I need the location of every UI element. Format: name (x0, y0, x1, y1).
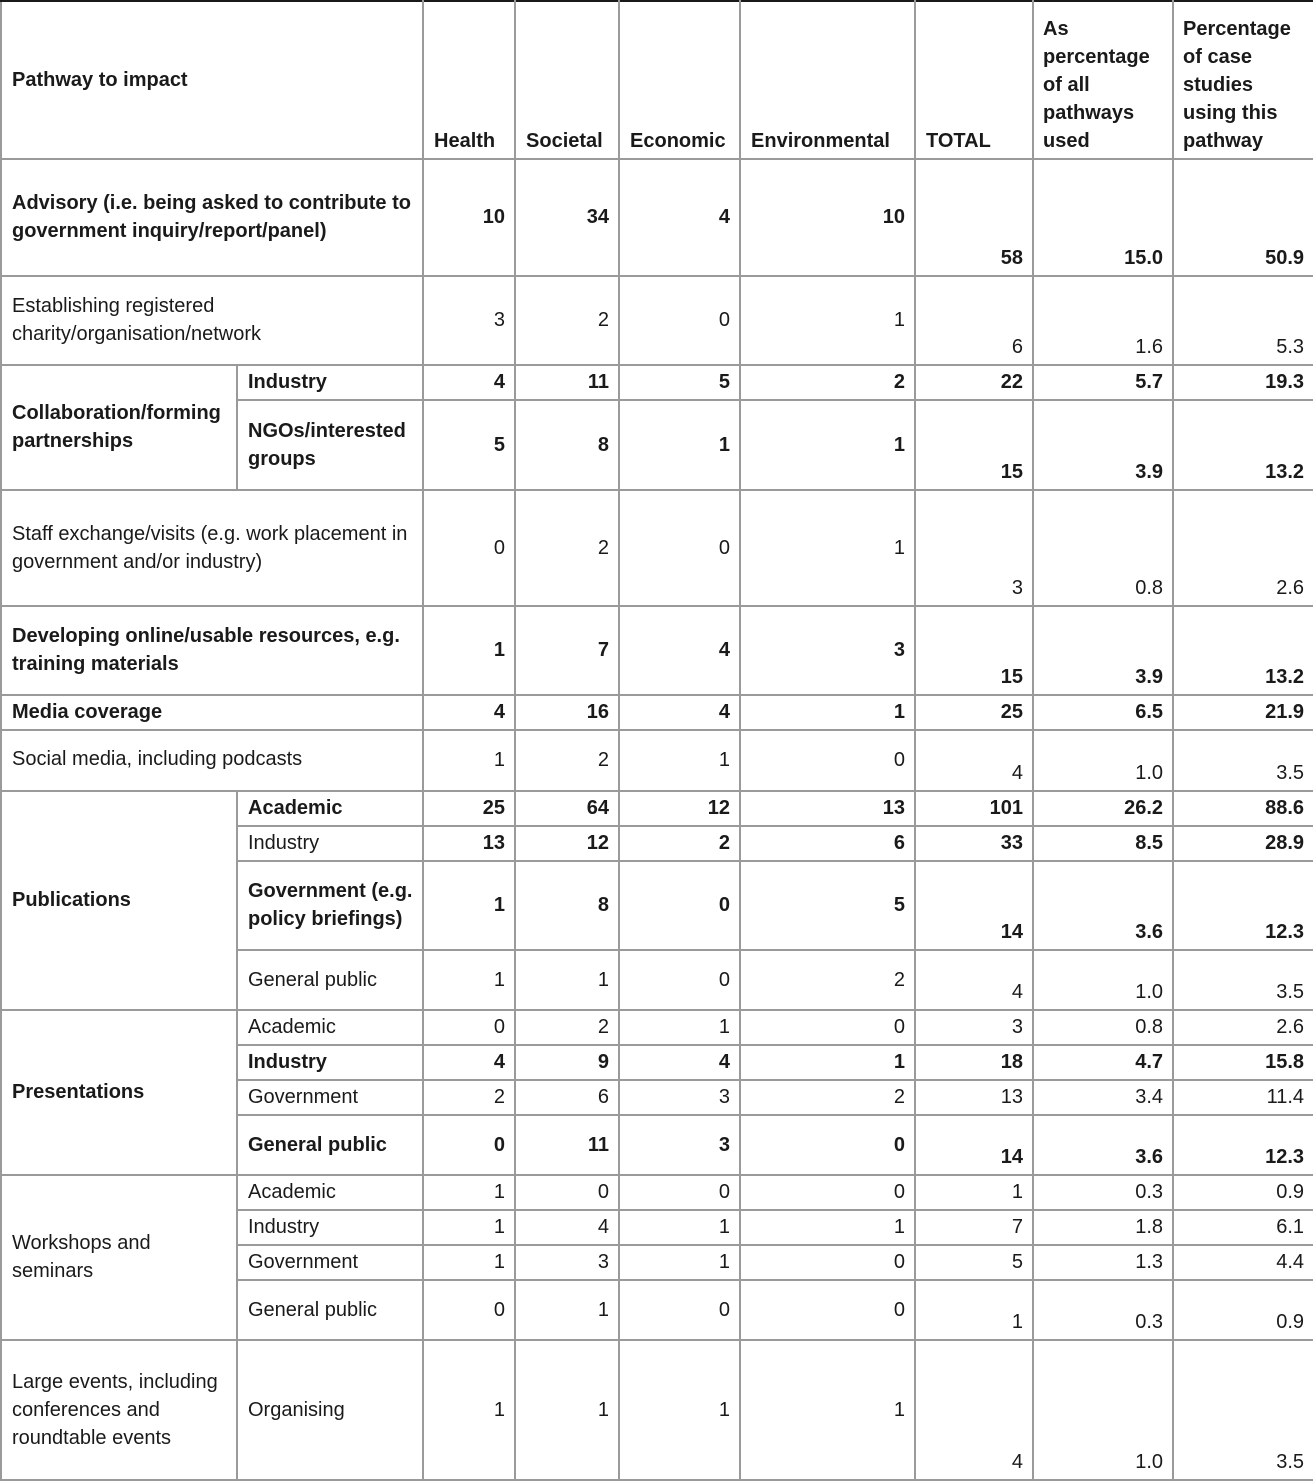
header-total: TOTAL (915, 1, 1033, 159)
cell-environmental: 0 (740, 1280, 915, 1340)
cell-economic: 0 (619, 490, 740, 606)
cell-health: 3 (423, 276, 515, 365)
sub-label: Government (e.g. policy briefings) (237, 861, 423, 950)
cell-total: 25 (915, 695, 1033, 730)
cell-economic: 1 (619, 1210, 740, 1245)
cell-pct-all: 0.3 (1033, 1175, 1173, 1210)
cell-total: 4 (915, 1340, 1033, 1480)
sub-label: Industry (237, 1045, 423, 1080)
cell-economic: 1 (619, 1340, 740, 1480)
cell-pct-cases: 11.4 (1173, 1080, 1313, 1115)
cell-environmental: 6 (740, 826, 915, 861)
cell-pct-cases: 19.3 (1173, 365, 1313, 400)
cell-societal: 11 (515, 1115, 619, 1175)
cell-health: 10 (423, 159, 515, 276)
header-pathway: Pathway to impact (1, 1, 423, 159)
cell-societal: 1 (515, 1340, 619, 1480)
cell-environmental: 2 (740, 950, 915, 1010)
cell-health: 1 (423, 861, 515, 950)
header-pct-all: As percentage of all pathways used (1033, 1, 1173, 159)
cell-societal: 2 (515, 490, 619, 606)
cell-total: 5 (915, 1245, 1033, 1280)
sub-label: General public (237, 1280, 423, 1340)
cell-pct-cases: 50.9 (1173, 159, 1313, 276)
cell-environmental: 0 (740, 1115, 915, 1175)
cell-societal: 3 (515, 1245, 619, 1280)
header-pct-cases: Percentage of case studies using this pathway (1173, 1, 1313, 159)
cell-total: 15 (915, 606, 1033, 695)
sub-label: Industry (237, 1210, 423, 1245)
cell-pct-cases: 6.1 (1173, 1210, 1313, 1245)
cell-total: 1 (915, 1175, 1033, 1210)
cell-total: 101 (915, 791, 1033, 826)
cell-health: 0 (423, 490, 515, 606)
sub-label: Academic (237, 1175, 423, 1210)
cell-economic: 1 (619, 400, 740, 490)
row-label: Media coverage (1, 695, 423, 730)
cell-environmental: 1 (740, 400, 915, 490)
cell-total: 7 (915, 1210, 1033, 1245)
cell-health: 1 (423, 1175, 515, 1210)
cell-pct-all: 1.0 (1033, 950, 1173, 1010)
cell-environmental: 2 (740, 1080, 915, 1115)
cell-pct-cases: 4.4 (1173, 1245, 1313, 1280)
cell-economic: 1 (619, 1245, 740, 1280)
cell-health: 25 (423, 791, 515, 826)
cell-pct-cases: 12.3 (1173, 861, 1313, 950)
cell-economic: 4 (619, 159, 740, 276)
row-label: Establishing registered charity/organisation/network (1, 276, 423, 365)
sub-label: Industry (237, 365, 423, 400)
cell-pct-all: 0.3 (1033, 1280, 1173, 1340)
cell-pct-all: 4.7 (1033, 1045, 1173, 1080)
cell-societal: 4 (515, 1210, 619, 1245)
sub-label: General public (237, 1115, 423, 1175)
cell-health: 4 (423, 695, 515, 730)
cell-economic: 0 (619, 861, 740, 950)
cell-environmental: 2 (740, 365, 915, 400)
cell-societal: 16 (515, 695, 619, 730)
cell-pct-all: 15.0 (1033, 159, 1173, 276)
cell-pct-all: 3.6 (1033, 861, 1173, 950)
cell-pct-all: 0.8 (1033, 1010, 1173, 1045)
cell-economic: 12 (619, 791, 740, 826)
cell-societal: 1 (515, 950, 619, 1010)
cell-health: 4 (423, 1045, 515, 1080)
row-label: Staff exchange/visits (e.g. work placement in government and/or industry) (1, 490, 423, 606)
table-row (1, 730, 1313, 791)
group-label: Workshops and seminars (1, 1175, 237, 1340)
cell-pct-cases: 15.8 (1173, 1045, 1313, 1080)
cell-pct-all: 5.7 (1033, 365, 1173, 400)
group-label: Publications (1, 791, 237, 1010)
cell-environmental: 3 (740, 606, 915, 695)
cell-pct-all: 3.6 (1033, 1115, 1173, 1175)
cell-health: 0 (423, 1280, 515, 1340)
cell-health: 1 (423, 1210, 515, 1245)
cell-pct-all: 1.8 (1033, 1210, 1173, 1245)
cell-societal: 0 (515, 1175, 619, 1210)
cell-societal: 64 (515, 791, 619, 826)
cell-economic: 4 (619, 606, 740, 695)
table-row (1, 365, 1313, 400)
sub-label: General public (237, 950, 423, 1010)
cell-environmental: 10 (740, 159, 915, 276)
cell-environmental: 13 (740, 791, 915, 826)
cell-pct-all: 1.0 (1033, 1340, 1173, 1480)
table-row (1, 276, 1313, 365)
cell-pct-cases: 2.6 (1173, 1010, 1313, 1045)
cell-economic: 4 (619, 1045, 740, 1080)
cell-economic: 1 (619, 730, 740, 791)
cell-economic: 2 (619, 826, 740, 861)
cell-pct-cases: 3.5 (1173, 1340, 1313, 1480)
cell-societal: 9 (515, 1045, 619, 1080)
cell-health: 1 (423, 606, 515, 695)
cell-economic: 0 (619, 276, 740, 365)
cell-pct-all: 3.9 (1033, 400, 1173, 490)
header-economic: Economic (619, 1, 740, 159)
cell-pct-cases: 3.5 (1173, 730, 1313, 791)
cell-environmental: 1 (740, 1340, 915, 1480)
table-row (1, 695, 1313, 730)
sub-label: Academic (237, 791, 423, 826)
header-row (1, 1, 1313, 159)
cell-health: 1 (423, 950, 515, 1010)
cell-pct-all: 8.5 (1033, 826, 1173, 861)
cell-pct-cases: 2.6 (1173, 490, 1313, 606)
cell-health: 0 (423, 1010, 515, 1045)
cell-total: 18 (915, 1045, 1033, 1080)
group-label: Collaboration/forming partnerships (1, 365, 237, 490)
cell-pct-all: 1.0 (1033, 730, 1173, 791)
cell-pct-cases: 12.3 (1173, 1115, 1313, 1175)
group-label: Large events, including conferences and roundtable events (1, 1340, 237, 1480)
cell-societal: 12 (515, 826, 619, 861)
cell-total: 3 (915, 1010, 1033, 1045)
cell-economic: 3 (619, 1080, 740, 1115)
cell-economic: 5 (619, 365, 740, 400)
cell-environmental: 0 (740, 1010, 915, 1045)
cell-health: 1 (423, 1245, 515, 1280)
cell-pct-all: 6.5 (1033, 695, 1173, 730)
cell-societal: 8 (515, 861, 619, 950)
cell-pct-cases: 5.3 (1173, 276, 1313, 365)
cell-total: 6 (915, 276, 1033, 365)
header-societal: Societal (515, 1, 619, 159)
cell-total: 3 (915, 490, 1033, 606)
sub-label: Academic (237, 1010, 423, 1045)
header-health: Health (423, 1, 515, 159)
cell-health: 13 (423, 826, 515, 861)
cell-environmental: 5 (740, 861, 915, 950)
cell-total: 33 (915, 826, 1033, 861)
cell-environmental: 1 (740, 695, 915, 730)
cell-societal: 7 (515, 606, 619, 695)
sub-label: Organising (237, 1340, 423, 1480)
header-environmental: Environmental (740, 1, 915, 159)
sub-label: Government (237, 1245, 423, 1280)
cell-pct-cases: 28.9 (1173, 826, 1313, 861)
cell-societal: 2 (515, 276, 619, 365)
cell-total: 14 (915, 1115, 1033, 1175)
cell-health: 0 (423, 1115, 515, 1175)
cell-pct-all: 1.3 (1033, 1245, 1173, 1280)
cell-societal: 2 (515, 1010, 619, 1045)
cell-environmental: 0 (740, 1245, 915, 1280)
cell-health: 4 (423, 365, 515, 400)
cell-environmental: 1 (740, 276, 915, 365)
table-row (1, 606, 1313, 695)
table-row (1, 791, 1313, 826)
cell-pct-all: 3.4 (1033, 1080, 1173, 1115)
cell-societal: 1 (515, 1280, 619, 1340)
row-label: Advisory (i.e. being asked to contribute to government inquiry/report/panel) (1, 159, 423, 276)
cell-total: 58 (915, 159, 1033, 276)
cell-societal: 8 (515, 400, 619, 490)
cell-pct-cases: 13.2 (1173, 400, 1313, 490)
cell-health: 5 (423, 400, 515, 490)
cell-pct-cases: 21.9 (1173, 695, 1313, 730)
cell-pct-cases: 0.9 (1173, 1175, 1313, 1210)
cell-health: 2 (423, 1080, 515, 1115)
cell-health: 1 (423, 1340, 515, 1480)
sub-label: Government (237, 1080, 423, 1115)
group-label: Presentations (1, 1010, 237, 1175)
cell-societal: 34 (515, 159, 619, 276)
cell-societal: 6 (515, 1080, 619, 1115)
cell-pct-all: 0.8 (1033, 490, 1173, 606)
cell-environmental: 1 (740, 490, 915, 606)
cell-total: 1 (915, 1280, 1033, 1340)
cell-pct-all: 1.6 (1033, 276, 1173, 365)
cell-pct-cases: 13.2 (1173, 606, 1313, 695)
cell-economic: 0 (619, 1280, 740, 1340)
cell-pct-cases: 0.9 (1173, 1280, 1313, 1340)
cell-economic: 4 (619, 695, 740, 730)
cell-economic: 1 (619, 1010, 740, 1045)
sub-label: NGOs/interested groups (237, 400, 423, 490)
cell-economic: 0 (619, 1175, 740, 1210)
cell-environmental: 1 (740, 1210, 915, 1245)
cell-total: 4 (915, 950, 1033, 1010)
cell-pct-cases: 88.6 (1173, 791, 1313, 826)
cell-total: 13 (915, 1080, 1033, 1115)
sub-label: Industry (237, 826, 423, 861)
table-row (1, 490, 1313, 606)
cell-total: 15 (915, 400, 1033, 490)
table-row (1, 1340, 1313, 1480)
cell-pct-all: 3.9 (1033, 606, 1173, 695)
cell-pct-all: 26.2 (1033, 791, 1173, 826)
cell-economic: 0 (619, 950, 740, 1010)
cell-economic: 3 (619, 1115, 740, 1175)
cell-environmental: 0 (740, 1175, 915, 1210)
row-label: Social media, including podcasts (1, 730, 423, 791)
cell-environmental: 1 (740, 1045, 915, 1080)
table-row (1, 1175, 1313, 1210)
cell-environmental: 0 (740, 730, 915, 791)
cell-total: 22 (915, 365, 1033, 400)
cell-total: 4 (915, 730, 1033, 791)
table-row (1, 159, 1313, 276)
table-row (1, 1010, 1313, 1045)
cell-total: 14 (915, 861, 1033, 950)
row-label: Developing online/usable resources, e.g. training materials (1, 606, 423, 695)
cell-health: 1 (423, 730, 515, 791)
cell-pct-cases: 3.5 (1173, 950, 1313, 1010)
cell-societal: 2 (515, 730, 619, 791)
cell-societal: 11 (515, 365, 619, 400)
